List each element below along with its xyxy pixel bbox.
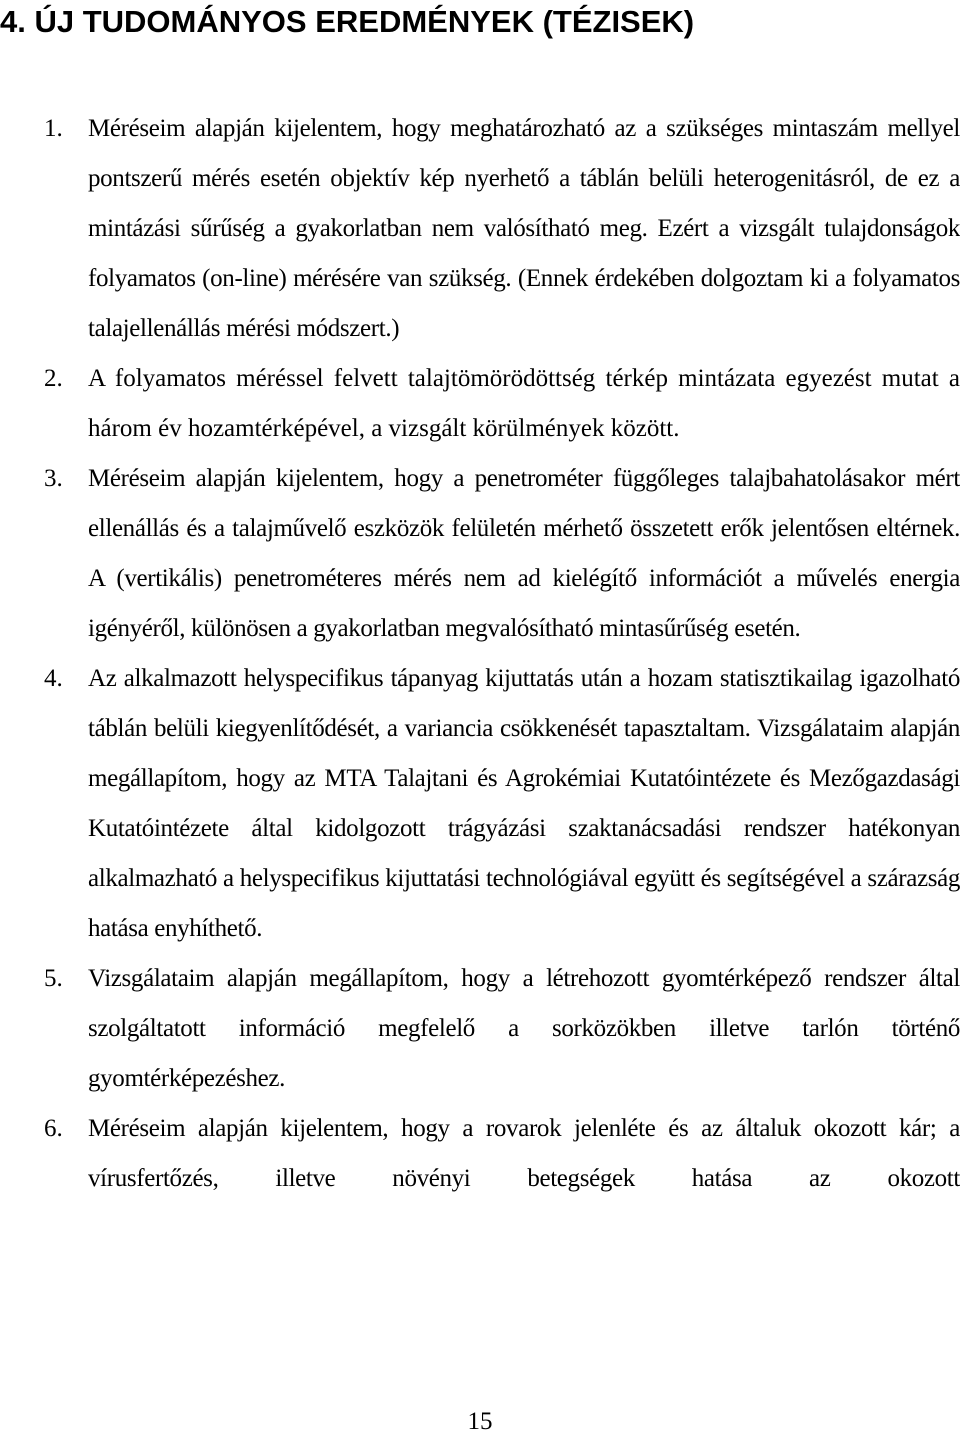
list-item-3 [0,454,960,654]
list-item-2 [0,354,960,454]
item-number: 2. [44,365,63,392]
item-number: 5. [44,965,63,992]
item-number: 6. [44,1115,63,1142]
item-text: Vizsgálataim alapján megállapítom, hogy a létrehozott gyomtérképező rendszer által szolgáltatott információ megfelelő a sorközökben illetve tarlón történő gyomtérképezéshez. [88,965,960,1092]
page-number: 15 [467,1408,493,1435]
list-item-1 [0,104,960,354]
theses-list [0,104,960,1204]
list-item-6 [0,1104,960,1204]
item-number: 3. [44,465,63,492]
item-text: Méréseim alapján kijelentem, hogy a penetrométer függőleges talajbahatolásakor mért ellenállás és a talajművelő eszközök felületén mérhető összetett erők jelentősen eltérnek. A (vertikális) penetrométeres mérés nem ad kielégítő információt a művelés energia igényéről, különösen a gyakorlatban megvalósítható mintasűrűség esetén. [88,465,960,642]
item-text: Méréseim alapján kijelentem, hogy a rovarok jelenléte és az általuk okozott kár; a vírusfertőzés, illetve növényi betegségek hatása az okozott [88,1115,960,1192]
item-number: 1. [44,115,63,142]
item-text: Méréseim alapján kijelentem, hogy meghatározható az a szükséges mintaszám mellyel pontszerű mérés esetén objektív kép nyerhető a táblán belüli heterogenitásról, de ez a mintázási sűrűség a gyakorlatban nem valósítható meg. Ezért a vizsgált tulajdonságok folyamatos (on-line) mérésére van szükség. (Ennek érdekében dolgoztam ki a folyamatos talajellenállás mérési módszert.) [88,115,960,342]
item-text: A folyamatos méréssel felvett talajtömörödöttség térkép mintázata egyezést mutat a három év hozamtérképével, a vizsgált körülmények között. [88,365,960,442]
list-item-4 [0,654,960,954]
section-heading: 4. ÚJ TUDOMÁNYOS EREDMÉNYEK (TÉZISEK) [0,4,695,39]
item-number: 4. [44,665,63,692]
list-item-5 [0,954,960,1104]
item-text: Az alkalmazott helyspecifikus tápanyag kijuttatás után a hozam statisztikailag igazolható táblán belüli kiegyenlítődését, a variancia csökkenését tapasztaltam. Vizsgálataim alapján megállapítom, hogy az MTA Talajtani és Agrokémiai Kutatóintézete és Mezőgazdasági Kutatóintézete által kidolgozott trágyázási szaktanácsadási rendszer hatékonyan alkalmazható a helyspecifikus kijuttatási technológiával együtt és segítségével a szárazság hatása enyhíthető. [88,665,960,942]
